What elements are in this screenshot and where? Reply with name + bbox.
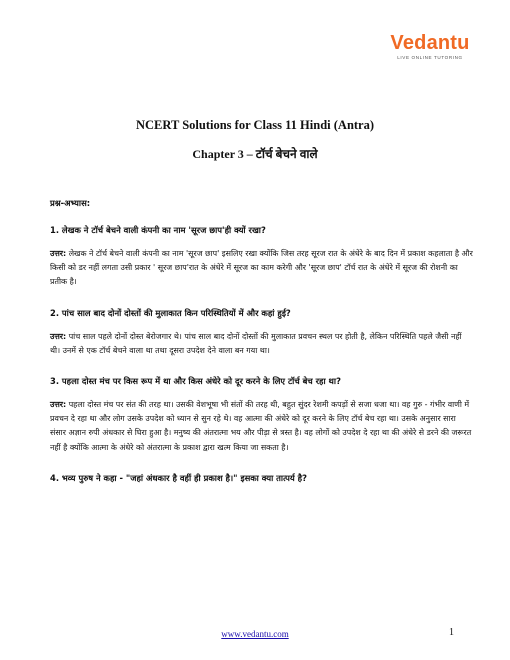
answer-1 bbox=[50, 247, 474, 290]
question-4: 4. भव्य पुरुष ने कहा - "जहां अंधकार है वहीं ही प्रकाश है।" इसका क्या तात्पर्य है? bbox=[50, 472, 307, 483]
section-label: प्रश्न-अभ्यास: bbox=[50, 198, 91, 208]
answer-label: उत्तर: bbox=[50, 400, 67, 410]
question-2: 2. पांच साल बाद दोनों दोस्तों की मुलाकात किन परिस्थितियों में और कहां हुई? bbox=[50, 307, 291, 318]
chapter-title: Chapter 3 – टॉर्च बेचने वाले bbox=[192, 147, 318, 161]
logo-wordmark: Vedantu bbox=[390, 32, 470, 54]
question-1: 1. लेखक ने टॉर्च बेचने वाली कंपनी का नाम 'सूरज छाप'ही क्यों रखा? bbox=[50, 225, 266, 235]
answer-label: उत्तर: bbox=[50, 331, 67, 341]
logo-tagline: LIVE ONLINE TUTORING bbox=[397, 55, 463, 60]
answer-1-text: लेखक ने टॉर्च बेचने वाली कंपनी का नाम 'सूरज छाप' इसलिए रखा क्योंकि जिस तरह सूरज रात के अंधेरे के बाद दिन में प्रकाश कहलाता है और किसी को डर नहीं लगता उसी प्रकार ' सूरज छाप'रात के अंधेरे में सूरज का काम करेगी और 'सूरज छाप' टॉर्च रात के अंधेरे में सूरज की रोशनी का प्रतीक है। bbox=[50, 249, 473, 287]
answer-2-text: पांच साल पहले दोनों दोस्त बेरोजगार थे। पांच साल बाद दोनों दोस्तों की मुलाकात प्रवचन स्थल पर होती है, लेकिन परिस्थिति पहले जैसी नहीं थी। उनमें से एक टॉर्च बेचने वाला था तथा दूसरा उपदेश देने वाला बन गया था। bbox=[50, 331, 462, 355]
answer-label: उत्तर: bbox=[50, 249, 67, 258]
qa-content bbox=[50, 198, 474, 495]
footer-website-link[interactable]: www.vedantu.com bbox=[221, 629, 289, 639]
vedantu-logo bbox=[388, 32, 472, 60]
answer-3-text: पहला दोस्त मंच पर संत की तरह था। उसकी वेशभूषा भी संतों की तरह थी, बहुत सुंदर रेशमी कपड़ों से सजा धजा था। वह गुरु - गंभीर वाणी में प्रवचन दे रहा था और लोग उसके उपदेश को ध्यान से सुन रहे थे। वह आत्मा की अंधेरे को दूर करने के लिए टॉर्च बेच रहा था। उसके अनुसार सारा संसार अज्ञान रुपी अंधकार से घिरा हुआ है। मनुष्य की अंतरात्मा भय और पीड़ा से त्रस्त है। वह लोगों को उपदेश दे रहा था की अंधेरे से डरने की जरूरत नहीं है क्योंकि आत्मा के अंधेरे को अंतरात्मा के प्रकाश द्वारा खत्म किया जा सकता है। bbox=[50, 400, 472, 452]
answer-3 bbox=[50, 398, 474, 455]
page-title: NCERT Solutions for Class 11 Hindi (Antra) bbox=[135, 118, 375, 132]
page-number: 1 bbox=[449, 627, 454, 638]
answer-2 bbox=[50, 330, 474, 358]
question-3: 3. पहला दोस्त मंच पर किस रूप में था और किस अंधेरे को दूर करने के लिए टॉर्च बेच रहा था? bbox=[50, 376, 341, 387]
